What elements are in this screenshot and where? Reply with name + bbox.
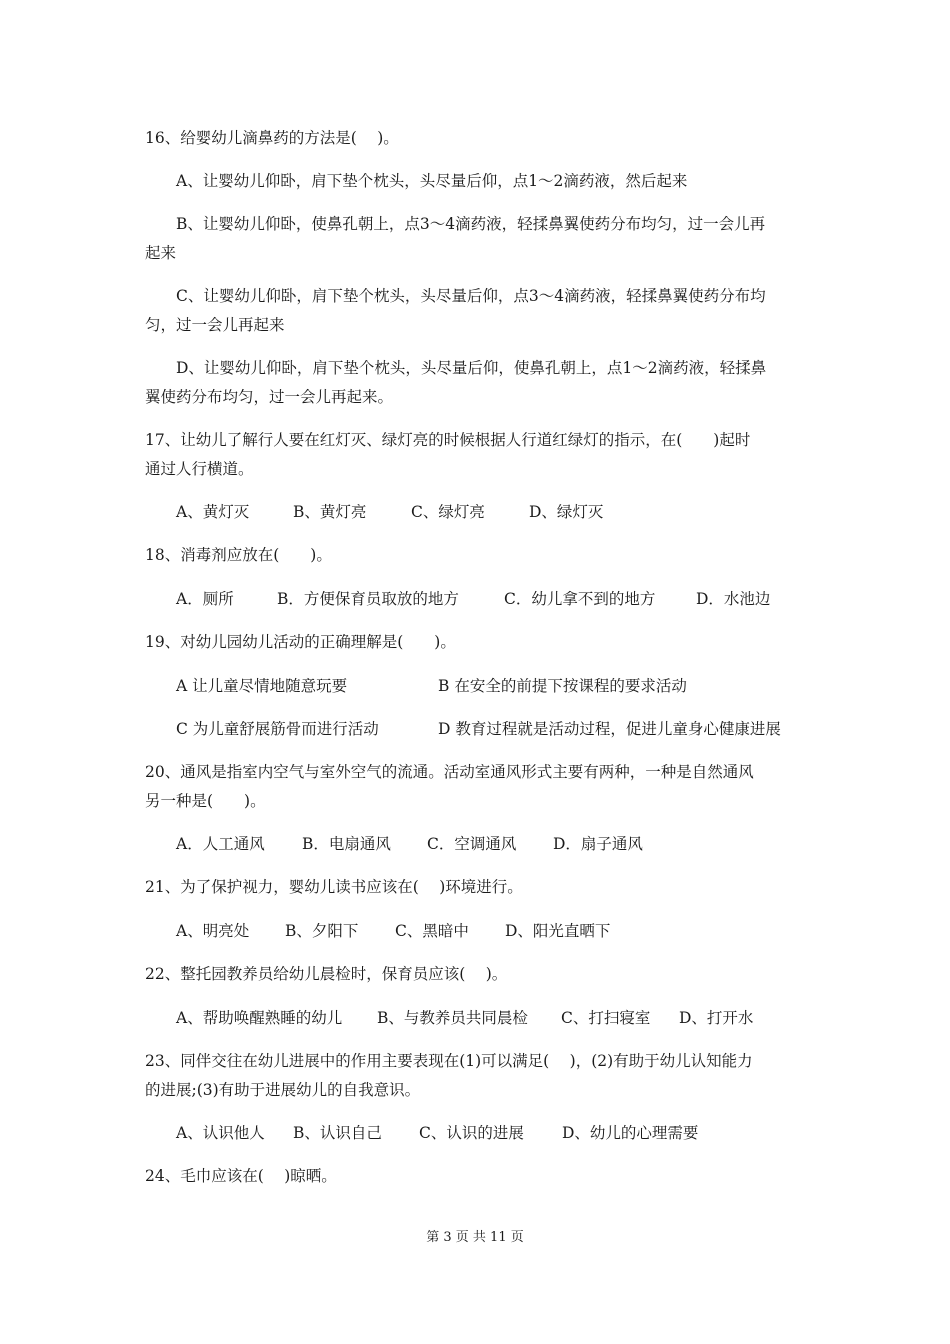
question-22-option-d: D、打开水 xyxy=(679,1009,754,1027)
question-22-option-c: C、打扫寝室 xyxy=(561,1009,651,1027)
question-20-stem: 20、通风是指室内空气与室外空气的流通。活动室通风形式主要有两种，一种是自然通风 xyxy=(145,763,754,781)
question-16-option-d: D、让婴幼儿仰卧，肩下垫个枕头，头尽量后仰，使鼻孔朝上，点1～2滴药液，轻揉鼻 xyxy=(176,359,767,377)
question-18-option-a: A．厕所 xyxy=(176,590,234,608)
question-17-stem-cont: 通过人行横道。 xyxy=(145,460,254,478)
question-22-option-a: A、帮助唤醒熟睡的幼儿 xyxy=(176,1009,343,1027)
question-24-stem: 24、毛巾应该在( )晾晒。 xyxy=(145,1167,337,1185)
question-22-stem: 22、整托园教养员给幼儿晨检时，保育员应该( )。 xyxy=(145,965,508,983)
question-17-option-d: D、绿灯灭 xyxy=(529,503,604,521)
question-19-stem: 19、对幼儿园幼儿活动的正确理解是( )。 xyxy=(145,633,456,651)
question-17-stem: 17、让幼儿了解行人要在红灯灭、绿灯亮的时候根据人行道红绿灯的指示，在( )起时 xyxy=(145,431,751,449)
question-19-option-c: C 为儿童舒展筋骨而进行活动 xyxy=(176,720,379,738)
question-19-option-d: D 教育过程就是活动过程，促进儿童身心健康进展 xyxy=(438,720,781,738)
question-20-option-a: A．人工通风 xyxy=(176,835,265,853)
question-16-option-c-cont: 匀，过一会儿再起来 xyxy=(145,316,285,334)
question-16-option-b-cont: 起来 xyxy=(145,244,177,262)
question-17-option-c: C、绿灯亮 xyxy=(411,503,485,521)
question-16-option-d-cont: 翼使药分布均匀，过一会儿再起来。 xyxy=(145,388,394,406)
question-16-option-c: C、让婴幼儿仰卧，肩下垫个枕头，头尽量后仰，点3～4滴药液，轻揉鼻翼使药分布均 xyxy=(176,287,766,305)
question-23-option-c: C、认识的进展 xyxy=(419,1124,524,1142)
question-18-option-d: D．水池边 xyxy=(696,590,771,608)
question-23-stem: 23、同伴交往在幼儿进展中的作用主要表现在(1)可以满足( )，(2)有助于幼儿认知能力 xyxy=(145,1052,753,1070)
question-20-option-b: B．电扇通风 xyxy=(302,835,391,853)
question-18-option-b: B．方便保育员取放的地方 xyxy=(277,590,459,608)
question-16-stem: 16、给婴幼儿滴鼻药的方法是( )。 xyxy=(145,129,399,147)
question-21-option-d: D、阳光直晒下 xyxy=(505,922,611,940)
question-19-option-b: B 在安全的前提下按课程的要求活动 xyxy=(438,677,687,695)
question-18-stem: 18、消毒剂应放在( )。 xyxy=(145,546,332,564)
question-17-option-b: B、黄灯亮 xyxy=(293,503,367,521)
question-23-stem-cont: 的进展;(3)有助于进展幼儿的自我意识。 xyxy=(145,1081,421,1099)
question-23-option-a: A、认识他人 xyxy=(176,1124,265,1142)
question-23-option-b: B、认识自己 xyxy=(293,1124,382,1142)
question-20-option-c: C．空调通风 xyxy=(427,835,517,853)
question-16-option-a: A、让婴幼儿仰卧，肩下垫个枕头，头尽量后仰，点1～2滴药液，然后起来 xyxy=(176,172,688,190)
question-21-option-b: B、夕阳下 xyxy=(285,922,359,940)
question-19-option-a: A 让儿童尽情地随意玩要 xyxy=(176,677,348,695)
question-20-stem-cont: 另一种是( )。 xyxy=(145,792,266,810)
page-footer: 第 3 页 共 11 页 xyxy=(426,1230,524,1245)
question-16-option-b: B、让婴幼儿仰卧，使鼻孔朝上，点3～4滴药液，轻揉鼻翼使药分布均匀，过一会儿再 xyxy=(176,215,766,233)
question-21-stem: 21、为了保护视力，婴幼儿读书应该在( )环境进行。 xyxy=(145,878,523,896)
question-18-option-c: C．幼儿拿不到的地方 xyxy=(504,590,656,608)
question-17-option-a: A、黄灯灭 xyxy=(176,503,250,521)
question-21-option-a: A、明亮处 xyxy=(176,922,250,940)
question-21-option-c: C、黑暗中 xyxy=(395,922,469,940)
question-22-option-b: B、与教养员共同晨检 xyxy=(377,1009,528,1027)
question-23-option-d: D、幼儿的心理需要 xyxy=(562,1124,699,1142)
question-20-option-d: D．扇子通风 xyxy=(553,835,643,853)
